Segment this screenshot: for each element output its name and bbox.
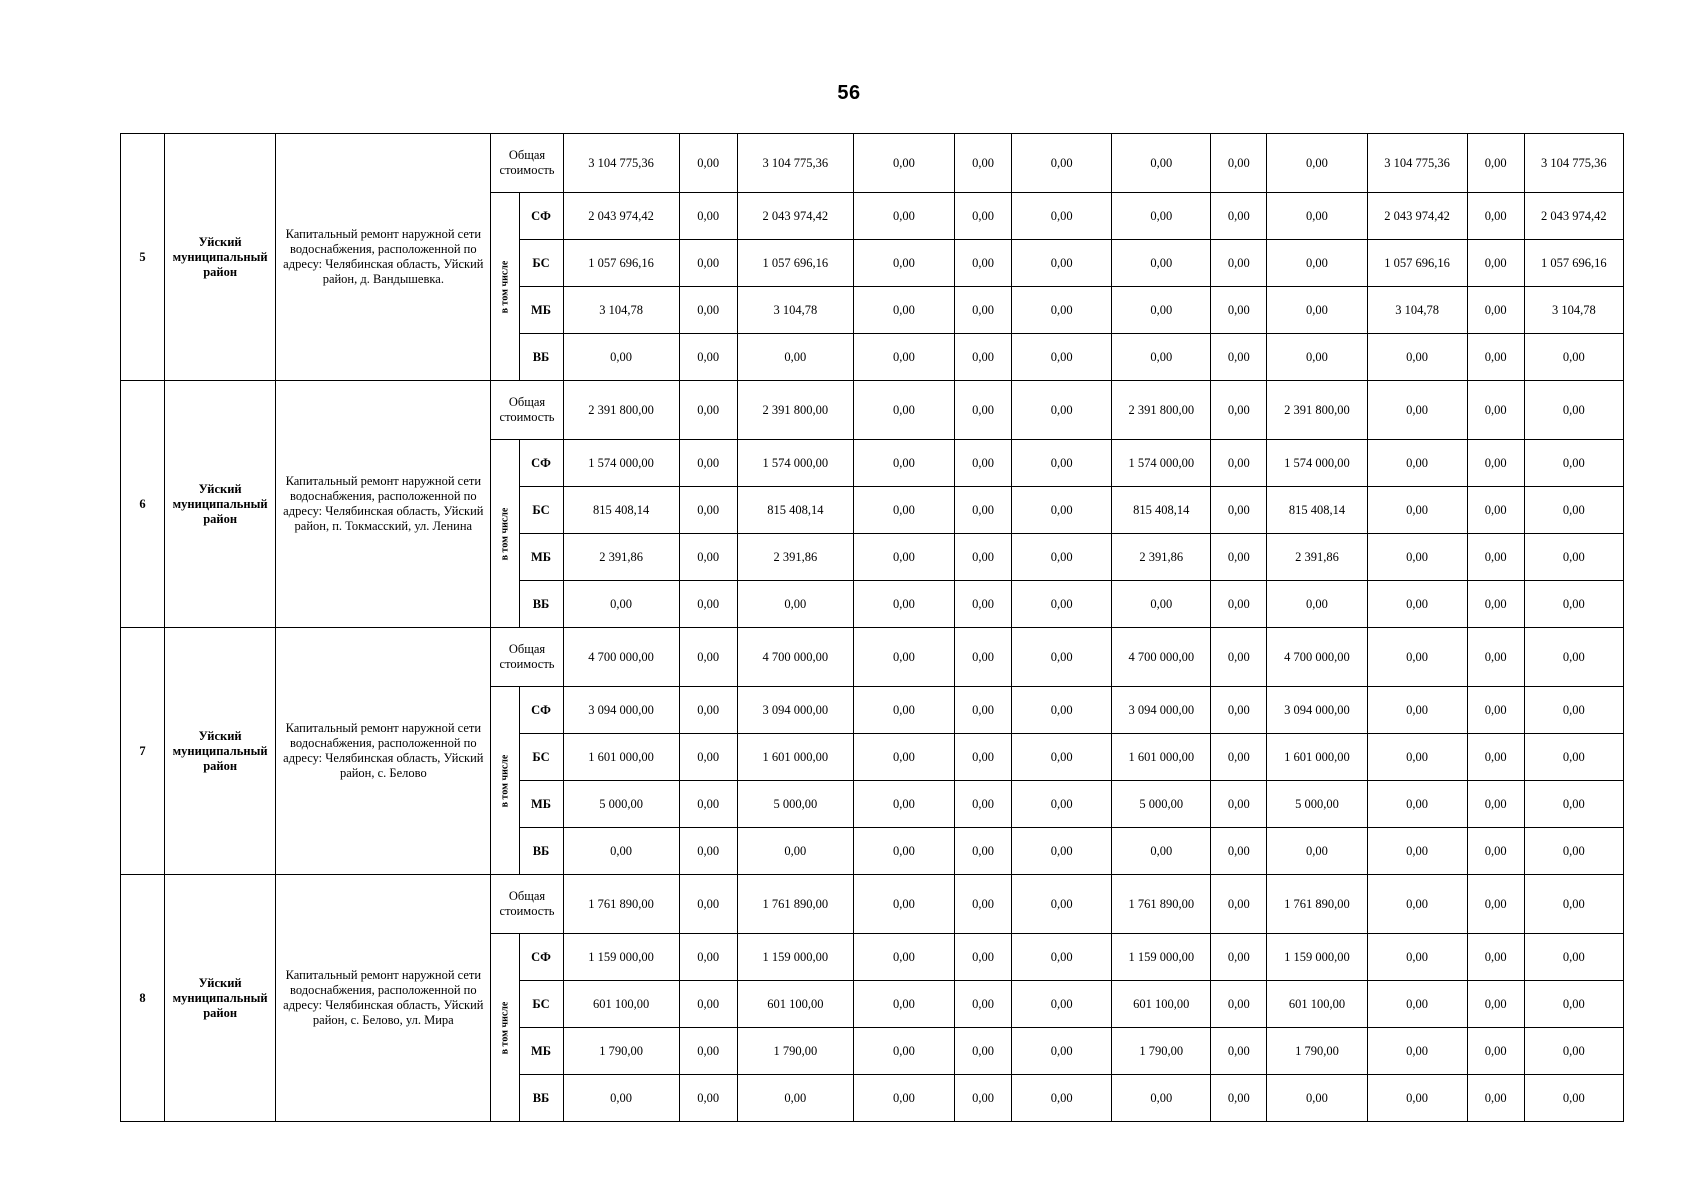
value-cell: 5 000,00 (1267, 781, 1367, 828)
value-cell: 0,00 (1211, 734, 1267, 781)
value-cell: 815 408,14 (1112, 487, 1211, 534)
funding-source-label: СФ (519, 193, 563, 240)
value-cell: 2 391 800,00 (1267, 381, 1367, 440)
value-cell: 1 790,00 (1267, 1028, 1367, 1075)
value-cell: 4 700 000,00 (563, 628, 679, 687)
value-cell: 3 104 775,36 (1367, 134, 1467, 193)
value-cell: 2 043 974,42 (737, 193, 853, 240)
value-cell: 0,00 (1211, 934, 1267, 981)
value-cell: 601 100,00 (1112, 981, 1211, 1028)
value-cell: 0,00 (1367, 934, 1467, 981)
value-cell: 0,00 (737, 334, 853, 381)
value-cell: 0,00 (853, 381, 954, 440)
value-cell: 1 790,00 (563, 1028, 679, 1075)
value-cell: 1 790,00 (1112, 1028, 1211, 1075)
value-cell: 0,00 (955, 875, 1012, 934)
value-cell: 5 000,00 (737, 781, 853, 828)
value-cell: 0,00 (679, 240, 737, 287)
project-number: 7 (121, 628, 165, 875)
value-cell: 1 574 000,00 (1267, 440, 1367, 487)
value-cell: 0,00 (853, 134, 954, 193)
value-cell: 0,00 (1211, 981, 1267, 1028)
value-cell: 0,00 (1012, 828, 1112, 875)
value-cell: 1 574 000,00 (563, 440, 679, 487)
in-that-number-text: в том числе (499, 1001, 511, 1054)
funding-source-label: СФ (519, 687, 563, 734)
value-cell: 0,00 (1211, 440, 1267, 487)
value-cell: 0,00 (1524, 334, 1623, 381)
value-cell: 0,00 (1211, 687, 1267, 734)
funding-source-label: СФ (519, 440, 563, 487)
value-cell: 0,00 (679, 734, 737, 781)
district-name: Уйский муниципальный район (165, 628, 276, 875)
value-cell: 0,00 (1112, 287, 1211, 334)
value-cell: 0,00 (1211, 334, 1267, 381)
value-cell: 0,00 (1467, 193, 1524, 240)
value-cell: 0,00 (679, 381, 737, 440)
value-cell: 0,00 (1367, 781, 1467, 828)
value-cell: 1 601 000,00 (1267, 734, 1367, 781)
value-cell: 0,00 (679, 193, 737, 240)
funding-source-label: ВБ (519, 828, 563, 875)
value-cell: 0,00 (1211, 381, 1267, 440)
value-cell: 4 700 000,00 (1267, 628, 1367, 687)
value-cell: 0,00 (853, 334, 954, 381)
value-cell: 5 000,00 (1112, 781, 1211, 828)
value-cell: 0,00 (1012, 240, 1112, 287)
value-cell: 0,00 (679, 134, 737, 193)
value-cell: 0,00 (737, 828, 853, 875)
value-cell: 0,00 (1367, 687, 1467, 734)
value-cell: 0,00 (1267, 134, 1367, 193)
value-cell: 0,00 (853, 981, 954, 1028)
value-cell: 0,00 (1267, 581, 1367, 628)
value-cell: 1 159 000,00 (563, 934, 679, 981)
value-cell: 0,00 (679, 1075, 737, 1122)
value-cell: 0,00 (1367, 875, 1467, 934)
value-cell: 0,00 (1467, 1028, 1524, 1075)
value-cell: 0,00 (679, 875, 737, 934)
value-cell: 0,00 (1012, 875, 1112, 934)
value-cell: 0,00 (1267, 240, 1367, 287)
value-cell: 0,00 (1211, 1028, 1267, 1075)
value-cell: 0,00 (1524, 487, 1623, 534)
value-cell: 0,00 (1012, 440, 1112, 487)
funding-source-label: ВБ (519, 334, 563, 381)
value-cell: 0,00 (1367, 381, 1467, 440)
funding-source-label: БС (519, 734, 563, 781)
value-cell: 0,00 (1211, 781, 1267, 828)
value-cell: 601 100,00 (737, 981, 853, 1028)
value-cell: 0,00 (1112, 193, 1211, 240)
value-cell: 1 159 000,00 (737, 934, 853, 981)
value-cell: 0,00 (1012, 628, 1112, 687)
value-cell: 0,00 (1467, 381, 1524, 440)
in-that-number-label (491, 440, 519, 628)
value-cell: 0,00 (955, 581, 1012, 628)
value-cell: 0,00 (1467, 687, 1524, 734)
value-cell: 1 761 890,00 (1112, 875, 1211, 934)
value-cell: 0,00 (679, 628, 737, 687)
value-cell: 0,00 (1012, 287, 1112, 334)
value-cell: 4 700 000,00 (1112, 628, 1211, 687)
value-cell: 0,00 (853, 734, 954, 781)
project-number: 5 (121, 134, 165, 381)
value-cell: 0,00 (1467, 134, 1524, 193)
value-cell: 3 104 775,36 (737, 134, 853, 193)
value-cell: 0,00 (853, 628, 954, 687)
value-cell: 0,00 (1467, 440, 1524, 487)
value-cell: 0,00 (1012, 734, 1112, 781)
value-cell: 2 391,86 (563, 534, 679, 581)
value-cell: 0,00 (1467, 981, 1524, 1028)
value-cell: 0,00 (853, 440, 954, 487)
value-cell: 0,00 (1211, 287, 1267, 334)
value-cell: 0,00 (955, 981, 1012, 1028)
value-cell: 0,00 (955, 828, 1012, 875)
funding-source-label: ВБ (519, 581, 563, 628)
value-cell: 0,00 (1267, 287, 1367, 334)
table-row-total (121, 875, 1624, 934)
value-cell: 3 094 000,00 (563, 687, 679, 734)
in-that-number-text: в том числе (499, 260, 511, 313)
value-cell: 0,00 (853, 193, 954, 240)
value-cell: 0,00 (679, 487, 737, 534)
value-cell: 0,00 (1211, 875, 1267, 934)
value-cell: 3 104,78 (737, 287, 853, 334)
value-cell: 1 601 000,00 (1112, 734, 1211, 781)
value-cell: 0,00 (1012, 687, 1112, 734)
value-cell: 0,00 (1524, 381, 1623, 440)
value-cell: 0,00 (679, 934, 737, 981)
value-cell: 1 790,00 (737, 1028, 853, 1075)
value-cell: 0,00 (1524, 581, 1623, 628)
value-cell: 1 057 696,16 (563, 240, 679, 287)
value-cell: 0,00 (1524, 534, 1623, 581)
value-cell: 0,00 (679, 828, 737, 875)
value-cell: 0,00 (955, 381, 1012, 440)
value-cell: 0,00 (1267, 1075, 1367, 1122)
value-cell: 2 391 800,00 (737, 381, 853, 440)
value-cell: 1 057 696,16 (737, 240, 853, 287)
in-that-number-text: в том числе (499, 507, 511, 560)
funding-source-label: МБ (519, 1028, 563, 1075)
table-row-total (121, 628, 1624, 687)
project-description: Капитальный ремонт наружной сети водоснабжения, расположенной по адресу: Челябинская область, Уйский район, д. Вандышевка. (276, 134, 491, 381)
value-cell: 0,00 (1267, 828, 1367, 875)
value-cell: 601 100,00 (563, 981, 679, 1028)
value-cell: 0,00 (1367, 334, 1467, 381)
value-cell: 0,00 (679, 581, 737, 628)
value-cell: 0,00 (1012, 1028, 1112, 1075)
value-cell: 0,00 (679, 1028, 737, 1075)
value-cell: 0,00 (563, 1075, 679, 1122)
value-cell: 2 391,86 (1267, 534, 1367, 581)
value-cell: 0,00 (1012, 934, 1112, 981)
value-cell: 2 043 974,42 (1524, 193, 1623, 240)
value-cell: 0,00 (853, 687, 954, 734)
value-cell: 1 574 000,00 (1112, 440, 1211, 487)
value-cell: 0,00 (737, 1075, 853, 1122)
value-cell: 3 104,78 (563, 287, 679, 334)
value-cell: 0,00 (1467, 934, 1524, 981)
value-cell: 0,00 (1211, 240, 1267, 287)
value-cell: 601 100,00 (1267, 981, 1367, 1028)
district-name: Уйский муниципальный район (165, 381, 276, 628)
value-cell: 0,00 (955, 193, 1012, 240)
value-cell: 0,00 (1524, 440, 1623, 487)
financing-table (120, 133, 1624, 1122)
value-cell: 0,00 (1012, 134, 1112, 193)
value-cell: 2 391 800,00 (1112, 381, 1211, 440)
value-cell: 0,00 (1211, 193, 1267, 240)
value-cell: 1 761 890,00 (563, 875, 679, 934)
value-cell: 0,00 (955, 440, 1012, 487)
value-cell: 0,00 (1524, 781, 1623, 828)
value-cell: 815 408,14 (737, 487, 853, 534)
value-cell: 1 601 000,00 (737, 734, 853, 781)
value-cell: 2 391,86 (737, 534, 853, 581)
page-number: 56 (837, 82, 861, 104)
value-cell: 0,00 (955, 781, 1012, 828)
value-cell: 0,00 (1367, 440, 1467, 487)
funding-source-label: МБ (519, 781, 563, 828)
project-description: Капитальный ремонт наружной сети водоснабжения, расположенной по адресу: Челябинская область, Уйский район, п. Токмасский, ул. Ленина (276, 381, 491, 628)
value-cell: 0,00 (1012, 334, 1112, 381)
in-that-number-text: в том числе (499, 754, 511, 807)
value-cell: 0,00 (1112, 134, 1211, 193)
value-cell: 4 700 000,00 (737, 628, 853, 687)
value-cell: 2 043 974,42 (1367, 193, 1467, 240)
value-cell: 1 574 000,00 (737, 440, 853, 487)
value-cell: 0,00 (1012, 781, 1112, 828)
value-cell: 0,00 (1012, 581, 1112, 628)
value-cell: 0,00 (955, 534, 1012, 581)
value-cell: 815 408,14 (563, 487, 679, 534)
value-cell: 0,00 (679, 687, 737, 734)
in-that-number-label (491, 934, 519, 1122)
value-cell: 0,00 (1367, 628, 1467, 687)
value-cell: 815 408,14 (1267, 487, 1367, 534)
value-cell: 3 104,78 (1367, 287, 1467, 334)
value-cell: 5 000,00 (563, 781, 679, 828)
value-cell: 1 761 890,00 (1267, 875, 1367, 934)
value-cell: 0,00 (1367, 1028, 1467, 1075)
funding-source-label: СФ (519, 934, 563, 981)
project-number: 8 (121, 875, 165, 1122)
value-cell: 0,00 (1211, 581, 1267, 628)
value-cell: 1 601 000,00 (563, 734, 679, 781)
value-cell: 1 761 890,00 (737, 875, 853, 934)
value-cell: 0,00 (1112, 828, 1211, 875)
value-cell: 0,00 (679, 981, 737, 1028)
funding-source-label: МБ (519, 287, 563, 334)
value-cell: 3 094 000,00 (1267, 687, 1367, 734)
value-cell: 0,00 (1211, 828, 1267, 875)
value-cell: 0,00 (1367, 981, 1467, 1028)
value-cell: 0,00 (1467, 734, 1524, 781)
value-cell: 0,00 (563, 334, 679, 381)
value-cell: 0,00 (853, 287, 954, 334)
funding-source-label: МБ (519, 534, 563, 581)
value-cell: 0,00 (1267, 334, 1367, 381)
total-cost-label: Общая стоимость (491, 134, 563, 193)
value-cell: 0,00 (1112, 1075, 1211, 1122)
value-cell: 0,00 (679, 287, 737, 334)
value-cell: 0,00 (1524, 1075, 1623, 1122)
value-cell: 0,00 (1524, 981, 1623, 1028)
table-row-total (121, 134, 1624, 193)
value-cell: 0,00 (679, 781, 737, 828)
value-cell: 0,00 (1211, 534, 1267, 581)
value-cell: 0,00 (1367, 487, 1467, 534)
project-description: Капитальный ремонт наружной сети водоснабжения, расположенной по адресу: Челябинская область, Уйский район, с. Белово (276, 628, 491, 875)
value-cell: 0,00 (1211, 1075, 1267, 1122)
funding-source-label: БС (519, 240, 563, 287)
value-cell: 0,00 (853, 781, 954, 828)
in-that-number-label (491, 687, 519, 875)
value-cell: 0,00 (853, 1075, 954, 1122)
value-cell: 0,00 (679, 440, 737, 487)
value-cell: 0,00 (563, 828, 679, 875)
value-cell: 1 057 696,16 (1524, 240, 1623, 287)
value-cell: 0,00 (1524, 1028, 1623, 1075)
value-cell: 0,00 (853, 581, 954, 628)
value-cell: 0,00 (955, 1075, 1012, 1122)
value-cell: 0,00 (1467, 628, 1524, 687)
value-cell: 3 104,78 (1524, 287, 1623, 334)
value-cell: 0,00 (955, 287, 1012, 334)
total-cost-label: Общая стоимость (491, 381, 563, 440)
value-cell: 0,00 (1112, 240, 1211, 287)
value-cell: 3 104 775,36 (563, 134, 679, 193)
value-cell: 0,00 (955, 240, 1012, 287)
value-cell: 0,00 (1211, 487, 1267, 534)
project-description: Капитальный ремонт наружной сети водоснабжения, расположенной по адресу: Челябинская область, Уйский район, с. Белово, ул. Мира (276, 875, 491, 1122)
value-cell: 0,00 (955, 334, 1012, 381)
value-cell: 0,00 (1524, 687, 1623, 734)
total-cost-label: Общая стоимость (491, 875, 563, 934)
project-number: 6 (121, 381, 165, 628)
value-cell: 0,00 (679, 534, 737, 581)
table-row-total (121, 381, 1624, 440)
value-cell: 0,00 (1467, 781, 1524, 828)
value-cell: 0,00 (737, 581, 853, 628)
value-cell: 0,00 (1467, 581, 1524, 628)
value-cell: 0,00 (1012, 981, 1112, 1028)
value-cell: 3 104 775,36 (1524, 134, 1623, 193)
value-cell: 0,00 (955, 687, 1012, 734)
value-cell: 0,00 (853, 934, 954, 981)
value-cell: 0,00 (1467, 1075, 1524, 1122)
value-cell: 0,00 (1467, 828, 1524, 875)
value-cell: 0,00 (1367, 828, 1467, 875)
value-cell: 0,00 (1467, 287, 1524, 334)
value-cell: 0,00 (1367, 1075, 1467, 1122)
value-cell: 0,00 (955, 1028, 1012, 1075)
funding-source-label: ВБ (519, 1075, 563, 1122)
table-body (121, 134, 1624, 1122)
value-cell: 0,00 (1012, 487, 1112, 534)
value-cell: 0,00 (1367, 734, 1467, 781)
value-cell: 0,00 (955, 734, 1012, 781)
value-cell: 0,00 (1524, 875, 1623, 934)
value-cell: 0,00 (853, 1028, 954, 1075)
in-that-number-label (491, 193, 519, 381)
funding-source-label: БС (519, 487, 563, 534)
value-cell: 0,00 (1524, 828, 1623, 875)
value-cell: 0,00 (1112, 334, 1211, 381)
value-cell: 0,00 (1467, 240, 1524, 287)
value-cell: 0,00 (853, 487, 954, 534)
value-cell: 0,00 (1112, 581, 1211, 628)
value-cell: 0,00 (1467, 875, 1524, 934)
value-cell: 0,00 (1012, 193, 1112, 240)
value-cell: 0,00 (1012, 1075, 1112, 1122)
value-cell: 0,00 (1467, 334, 1524, 381)
funding-source-label: БС (519, 981, 563, 1028)
value-cell: 3 094 000,00 (737, 687, 853, 734)
value-cell: 0,00 (1267, 193, 1367, 240)
value-cell: 0,00 (955, 934, 1012, 981)
district-name: Уйский муниципальный район (165, 134, 276, 381)
value-cell: 0,00 (679, 334, 737, 381)
value-cell: 0,00 (853, 240, 954, 287)
value-cell: 1 159 000,00 (1267, 934, 1367, 981)
value-cell: 0,00 (955, 487, 1012, 534)
value-cell: 0,00 (563, 581, 679, 628)
value-cell: 0,00 (1012, 534, 1112, 581)
value-cell: 0,00 (853, 875, 954, 934)
value-cell: 0,00 (1211, 134, 1267, 193)
value-cell: 0,00 (1367, 581, 1467, 628)
value-cell: 1 057 696,16 (1367, 240, 1467, 287)
value-cell: 2 043 974,42 (563, 193, 679, 240)
value-cell: 0,00 (1524, 734, 1623, 781)
total-cost-label: Общая стоимость (491, 628, 563, 687)
value-cell: 0,00 (1211, 628, 1267, 687)
value-cell: 0,00 (1367, 534, 1467, 581)
district-name: Уйский муниципальный район (165, 875, 276, 1122)
value-cell: 0,00 (1467, 487, 1524, 534)
value-cell: 0,00 (1012, 381, 1112, 440)
value-cell: 0,00 (955, 134, 1012, 193)
value-cell: 2 391 800,00 (563, 381, 679, 440)
value-cell: 0,00 (1467, 534, 1524, 581)
value-cell: 2 391,86 (1112, 534, 1211, 581)
value-cell: 3 094 000,00 (1112, 687, 1211, 734)
value-cell: 0,00 (853, 534, 954, 581)
value-cell: 0,00 (1524, 628, 1623, 687)
value-cell: 1 159 000,00 (1112, 934, 1211, 981)
value-cell: 0,00 (955, 628, 1012, 687)
value-cell: 0,00 (1524, 934, 1623, 981)
value-cell: 0,00 (853, 828, 954, 875)
